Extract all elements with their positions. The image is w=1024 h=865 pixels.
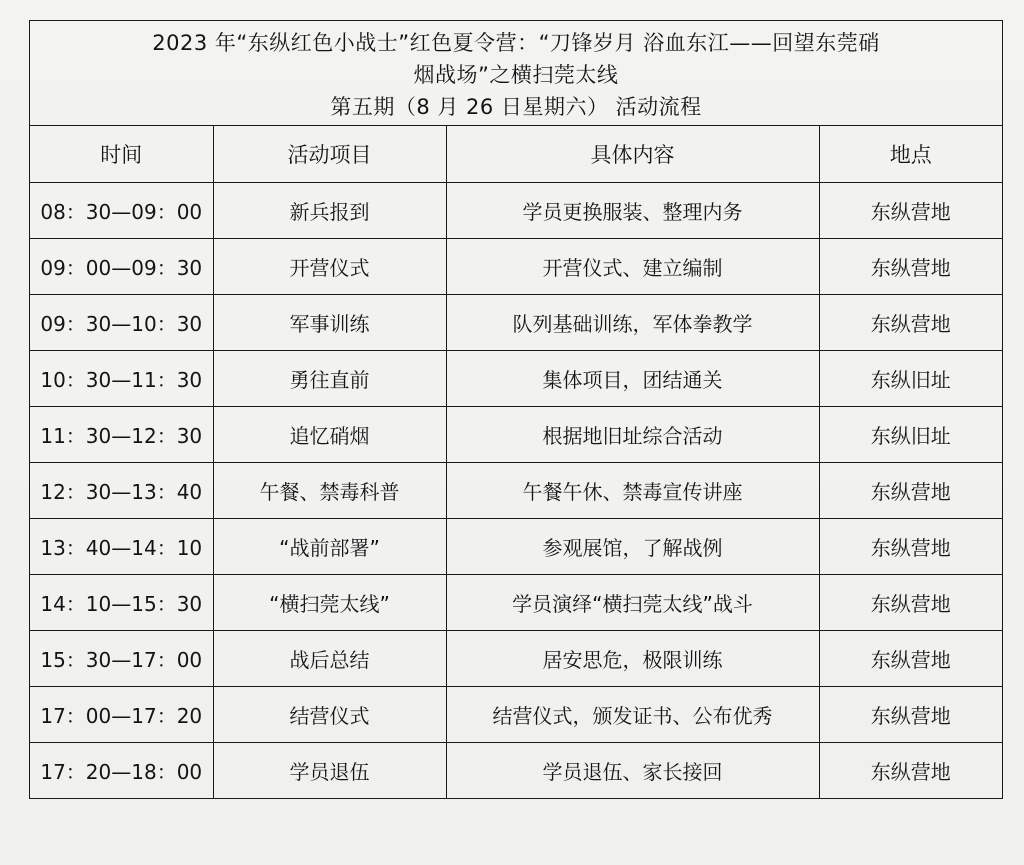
location-cell: 东纵营地: [819, 519, 1002, 575]
time-cell: 12：30—13：40: [30, 463, 213, 519]
content-cell: 队列基础训练，军体拳教学: [446, 295, 819, 351]
location-cell: 东纵营地: [819, 463, 1002, 519]
table-row: [30, 183, 1002, 239]
activity-cell: 学员退伍: [213, 743, 446, 799]
content-cell: 结营仪式，颁发证书、公布优秀: [446, 687, 819, 743]
location-cell: 东纵营地: [819, 743, 1002, 799]
content-cell: 学员演绎“横扫莞太线”战斗: [446, 575, 819, 631]
schedule-table: [30, 126, 1002, 798]
table-row: [30, 743, 1002, 799]
title-line-2: 烟战场”之横扫莞太线: [413, 63, 619, 87]
location-cell: 东纵营地: [819, 295, 1002, 351]
time-cell: 09：00—09：30: [30, 239, 213, 295]
time-cell: 15：30—17：00: [30, 631, 213, 687]
activity-cell: 战后总结: [213, 631, 446, 687]
time-cell: 11：30—12：30: [30, 407, 213, 463]
column-header-time: 时间: [30, 126, 213, 183]
content-cell: 学员退伍、家长接回: [446, 743, 819, 799]
table-row: [30, 519, 1002, 575]
activity-cell: “战前部署”: [213, 519, 446, 575]
location-cell: 东纵营地: [819, 687, 1002, 743]
title-line-1: 2023 年“东纵红色小战士”红色夏令营：“刀锋岁月 浴血东江——回望东莞硝: [152, 31, 880, 55]
content-cell: 参观展馆，了解战例: [446, 519, 819, 575]
activity-cell: “横扫莞太线”: [213, 575, 446, 631]
table-row: [30, 575, 1002, 631]
activity-cell: 开营仪式: [213, 239, 446, 295]
table-row: [30, 687, 1002, 743]
table-row: [30, 463, 1002, 519]
table-row: [30, 407, 1002, 463]
time-cell: 14：10—15：30: [30, 575, 213, 631]
activity-cell: 追忆硝烟: [213, 407, 446, 463]
column-header-activity: 活动项目: [213, 126, 446, 183]
table-header-row: [30, 126, 1002, 183]
activity-cell: 新兵报到: [213, 183, 446, 239]
schedule-table-body: [30, 183, 1002, 799]
time-cell: 09：30—10：30: [30, 295, 213, 351]
time-cell: 17：20—18：00: [30, 743, 213, 799]
column-header-content: 具体内容: [446, 126, 819, 183]
location-cell: 东纵营地: [819, 239, 1002, 295]
activity-cell: 军事训练: [213, 295, 446, 351]
time-cell: 17：00—17：20: [30, 687, 213, 743]
title-block: [30, 21, 1002, 126]
location-cell: 东纵旧址: [819, 351, 1002, 407]
time-cell: 08：30—09：00: [30, 183, 213, 239]
schedule-document: [29, 20, 1003, 799]
content-cell: 午餐午休、禁毒宣传讲座: [446, 463, 819, 519]
content-cell: 集体项目，团结通关: [446, 351, 819, 407]
activity-cell: 结营仪式: [213, 687, 446, 743]
time-cell: 10：30—11：30: [30, 351, 213, 407]
content-cell: 学员更换服装、整理内务: [446, 183, 819, 239]
activity-cell: 午餐、禁毒科普: [213, 463, 446, 519]
table-row: [30, 351, 1002, 407]
activity-cell: 勇往直前: [213, 351, 446, 407]
location-cell: 东纵旧址: [819, 407, 1002, 463]
content-cell: 居安思危，极限训练: [446, 631, 819, 687]
time-cell: 13：40—14：10: [30, 519, 213, 575]
table-row: [30, 631, 1002, 687]
content-cell: 开营仪式、建立编制: [446, 239, 819, 295]
content-cell: 根据地旧址综合活动: [446, 407, 819, 463]
location-cell: 东纵营地: [819, 575, 1002, 631]
table-row: [30, 239, 1002, 295]
location-cell: 东纵营地: [819, 631, 1002, 687]
title-line-3: 第五期（8 月 26 日星期六） 活动流程: [330, 95, 702, 119]
table-row: [30, 295, 1002, 351]
column-header-location: 地点: [819, 126, 1002, 183]
location-cell: 东纵营地: [819, 183, 1002, 239]
